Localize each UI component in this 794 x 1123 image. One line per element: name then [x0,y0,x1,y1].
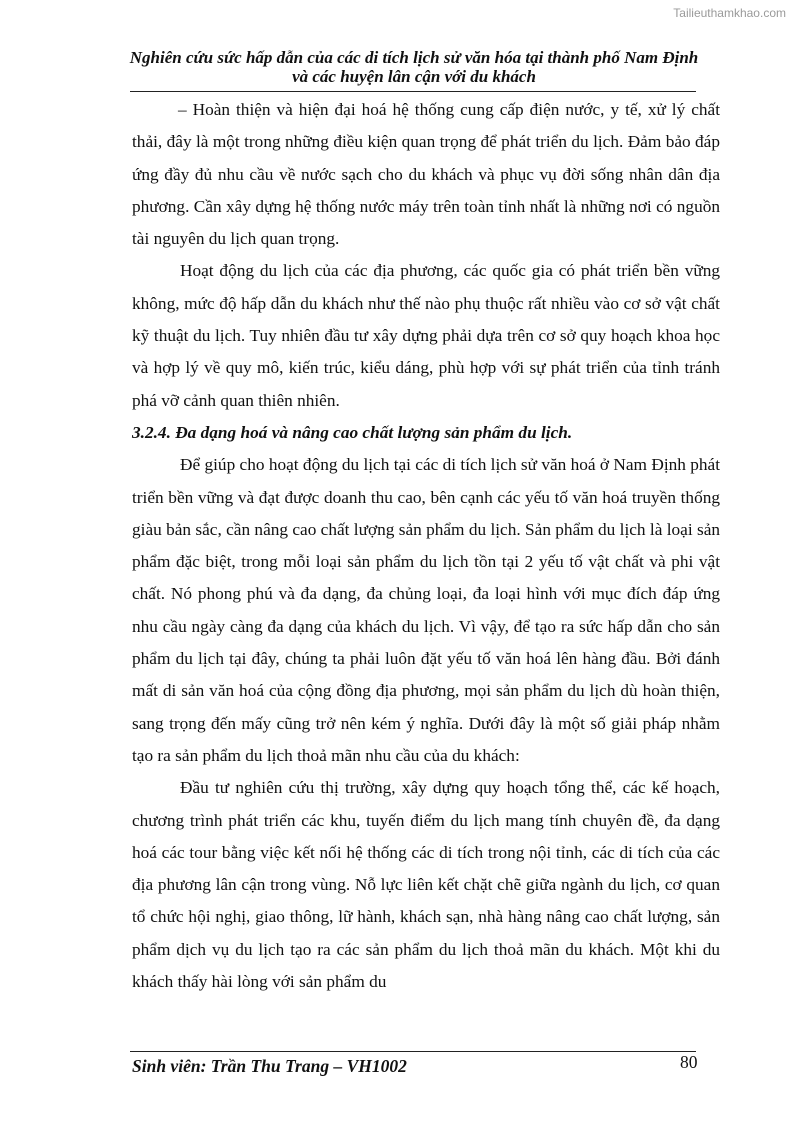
paragraph: Đầu tư nghiên cứu thị trường, xây dựng quy hoạch tổng thể, các kế hoạch, chương trình phát triển các khu, tuyến điểm du lịch mang tính chuyên đề, đa dạng hoá các tour bằng việc kết nối hệ thống các di tích trong nội tỉnh, các di tích của các địa phương lân cận trong vùng. Nỗ lực liên kết chặt chẽ giữa ngành du lịch, cơ quan tổ chức hội nghị, giao thông, lữ hành, khách sạn, nhà hàng nâng cao chất lượng, sản phẩm dịch vụ du lịch tạo ra các sản phẩm du lịch thoả mãn du khách. Một khi du khách thấy hài lòng với sản phẩm du [132,778,720,992]
section-heading: 3.2.4. Đa dạng hoá và nâng cao chất lượng sản phẩm du lịch. [132,422,573,442]
paragraph: – Hoàn thiện và hiện đại hoá hệ thống cung cấp điện nước, y tế, xử lý chất thải, đây là một trong những điều kiện quan trọng để phát triển du lịch. Đảm bảo đáp ứng đầy đủ nhu cầu về nước sạch cho du khách và phục vụ đời sống nhân dân địa phương. Cần xây dựng hệ thống nước máy trên toàn tỉnh nhất là những nơi có nguồn tài nguyên du lịch quan trọng. [132,100,720,249]
running-header-title: Nghiên cứu sức hấp dẫn của các di tích lịch sử văn hóa tại thành phố Nam Định và các huyện lân cận với du khách [129,48,699,86]
footer-divider [130,1051,696,1052]
page-number: 80 [680,1052,698,1072]
paragraph: Để giúp cho hoạt động du lịch tại các di tích lịch sử văn hoá ở Nam Định phát triển bền vững và đạt được doanh thu cao, bên cạnh các yếu tố văn hoá truyền thống giàu bản sắc, cần nâng cao chất lượng sản phẩm du lịch. Sản phẩm du lịch là loại sản phẩm đặc biệt, trong mỗi loại sản phẩm du lịch tồn tại 2 yếu tố vật chất và phi vật chất. Nó phong phú và đa dạng, đa chủng loại, đa loại hình với mục đích đáp ứng nhu cầu ngày càng đa dạng của khách du lịch. Vì vậy, để tạo ra sức hấp dẫn cho sản phẩm du lịch tại đây, chúng ta phải luôn đặt yếu tố văn hoá lên hàng đầu. Bởi đánh mất di sản văn hoá của cộng đồng địa phương, mọi sản phẩm du lịch dù hoàn thiện, sang trọng đến mấy cũng trở nên kém ý nghĩa. Dưới đây là một số giải pháp nhằm tạo ra sản phẩm du lịch thoả mãn nhu cầu của du khách: [132,455,720,765]
footer-author: Sinh viên: Trần Thu Trang – VH1002 [132,1056,407,1076]
paragraph: Hoạt động du lịch của các địa phương, các quốc gia có phát triển bền vững không, mức độ hấp dẫn du khách như thế nào phụ thuộc rất nhiều vào cơ sở vật chất kỹ thuật du lịch. Tuy nhiên đầu tư xây dựng phải dựa trên cơ sở quy hoạch khoa học và hợp lý về quy mô, kiến trúc, kiểu dáng, phù hợp với sự phát triển của tỉnh tránh phá vỡ cảnh quan thiên nhiên. [132,261,720,410]
header-divider [130,91,696,92]
document-body [132,94,720,998]
watermark: Tailieuthamkhao.com [673,6,786,20]
